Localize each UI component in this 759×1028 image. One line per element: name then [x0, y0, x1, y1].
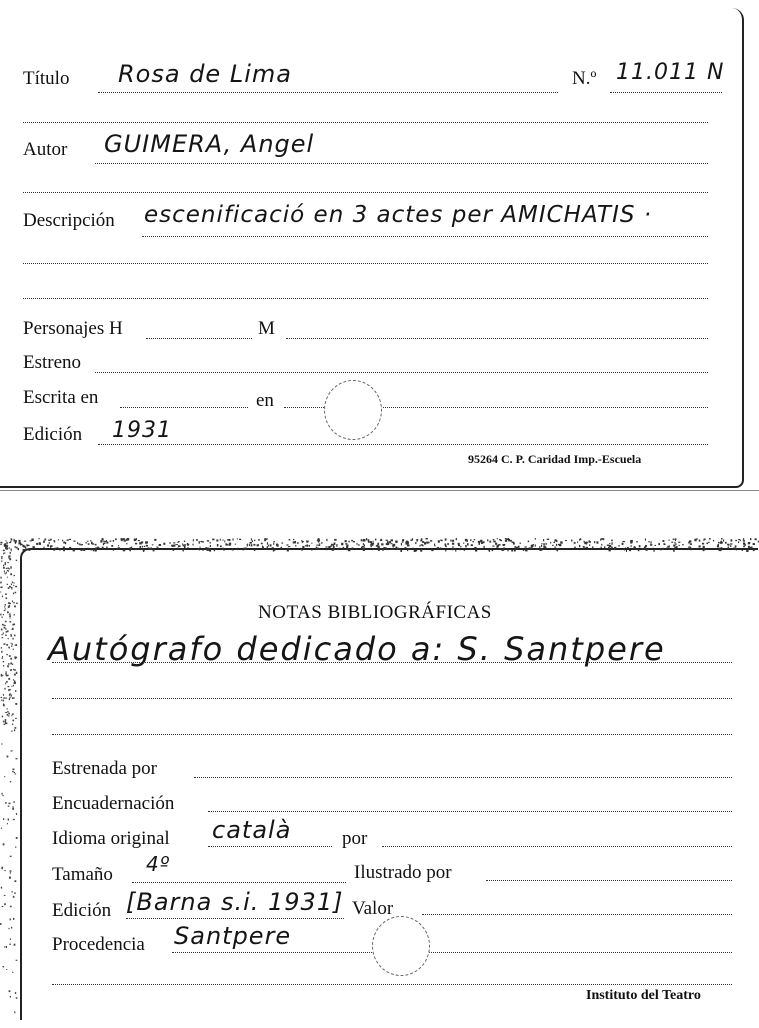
edicion-label: Edición — [52, 900, 112, 921]
estrenada-line — [194, 777, 732, 778]
stamp-circle — [324, 380, 382, 440]
idioma-value: català — [212, 816, 292, 844]
ilustrado-label: Ilustrado por — [354, 862, 452, 883]
autor-value: GUIMERA, Angel — [104, 130, 315, 158]
valor-label: Valor — [352, 898, 394, 919]
catalog-card-bottom — [20, 548, 758, 1020]
idioma-label: Idioma original — [52, 828, 170, 849]
scan-noise-left — [0, 545, 22, 1025]
procedencia-value: Santpere — [174, 922, 292, 950]
institute-footer: Instituto del Teatro — [586, 988, 701, 1003]
encuadernacion-line — [208, 811, 732, 812]
blank-line — [23, 298, 708, 299]
scan-noise-edge — [0, 538, 759, 552]
numero-label: N.º — [572, 68, 597, 89]
blank-line — [52, 698, 732, 699]
numero-value: 11.011 N — [616, 60, 725, 85]
personajes-m-line — [286, 338, 708, 339]
separator-line — [0, 490, 759, 491]
idioma-line — [208, 846, 332, 847]
escrita-label: Escrita en — [23, 387, 99, 408]
estrenada-label: Estrenada por — [52, 758, 157, 779]
titulo-value: Rosa de Lima — [118, 60, 292, 88]
personajes-label: Personajes H — [23, 318, 123, 339]
procedencia-line — [172, 952, 732, 953]
encuadernacion-label: Encuadernación — [52, 793, 175, 814]
blank-line — [23, 263, 708, 264]
notes-value: Autógrafo dedicado a: S. Santpere — [48, 630, 666, 668]
valor-line — [422, 914, 732, 915]
stamp-circle — [372, 916, 430, 976]
tamano-value: 4º — [146, 852, 171, 876]
titulo-line — [98, 92, 558, 93]
notes-line — [52, 662, 732, 663]
edicion-value: [Barna s.i. 1931] — [126, 888, 344, 916]
descripcion-line — [142, 236, 708, 237]
blank-line — [52, 984, 732, 985]
ilustrado-line — [486, 880, 732, 881]
imprint-text: 95264 C. P. Caridad Imp.-Escuela — [468, 452, 642, 466]
descripcion-value: escenificació en 3 actes per AMICHATIS · — [144, 202, 653, 228]
personajes-h-line — [146, 338, 252, 339]
numero-line — [610, 92, 722, 93]
titulo-label: Título — [23, 68, 70, 89]
personajes-m-label: M — [258, 318, 275, 339]
estreno-line — [95, 372, 708, 373]
por-label: por — [342, 828, 368, 849]
procedencia-label: Procedencia — [52, 934, 145, 955]
edicion-line — [126, 918, 344, 919]
descripcion-label: Descripción — [23, 210, 115, 231]
escrita-en-label: en — [256, 390, 274, 411]
blank-line — [23, 192, 708, 193]
escrita-line — [120, 407, 248, 408]
tamano-label: Tamaño — [52, 864, 113, 885]
catalog-card-top — [0, 8, 744, 488]
blank-line — [23, 122, 708, 123]
edicion-label: Edición — [23, 424, 83, 445]
tamano-line — [132, 882, 346, 883]
estreno-label: Estreno — [23, 352, 82, 373]
autor-line — [95, 163, 708, 164]
edicion-line — [98, 444, 708, 445]
notas-heading: NOTAS BIBLIOGRÁFICAS — [258, 602, 492, 623]
edicion-value: 1931 — [112, 418, 172, 443]
blank-line — [52, 734, 732, 735]
autor-label: Autor — [23, 139, 68, 160]
por-line — [382, 846, 732, 847]
